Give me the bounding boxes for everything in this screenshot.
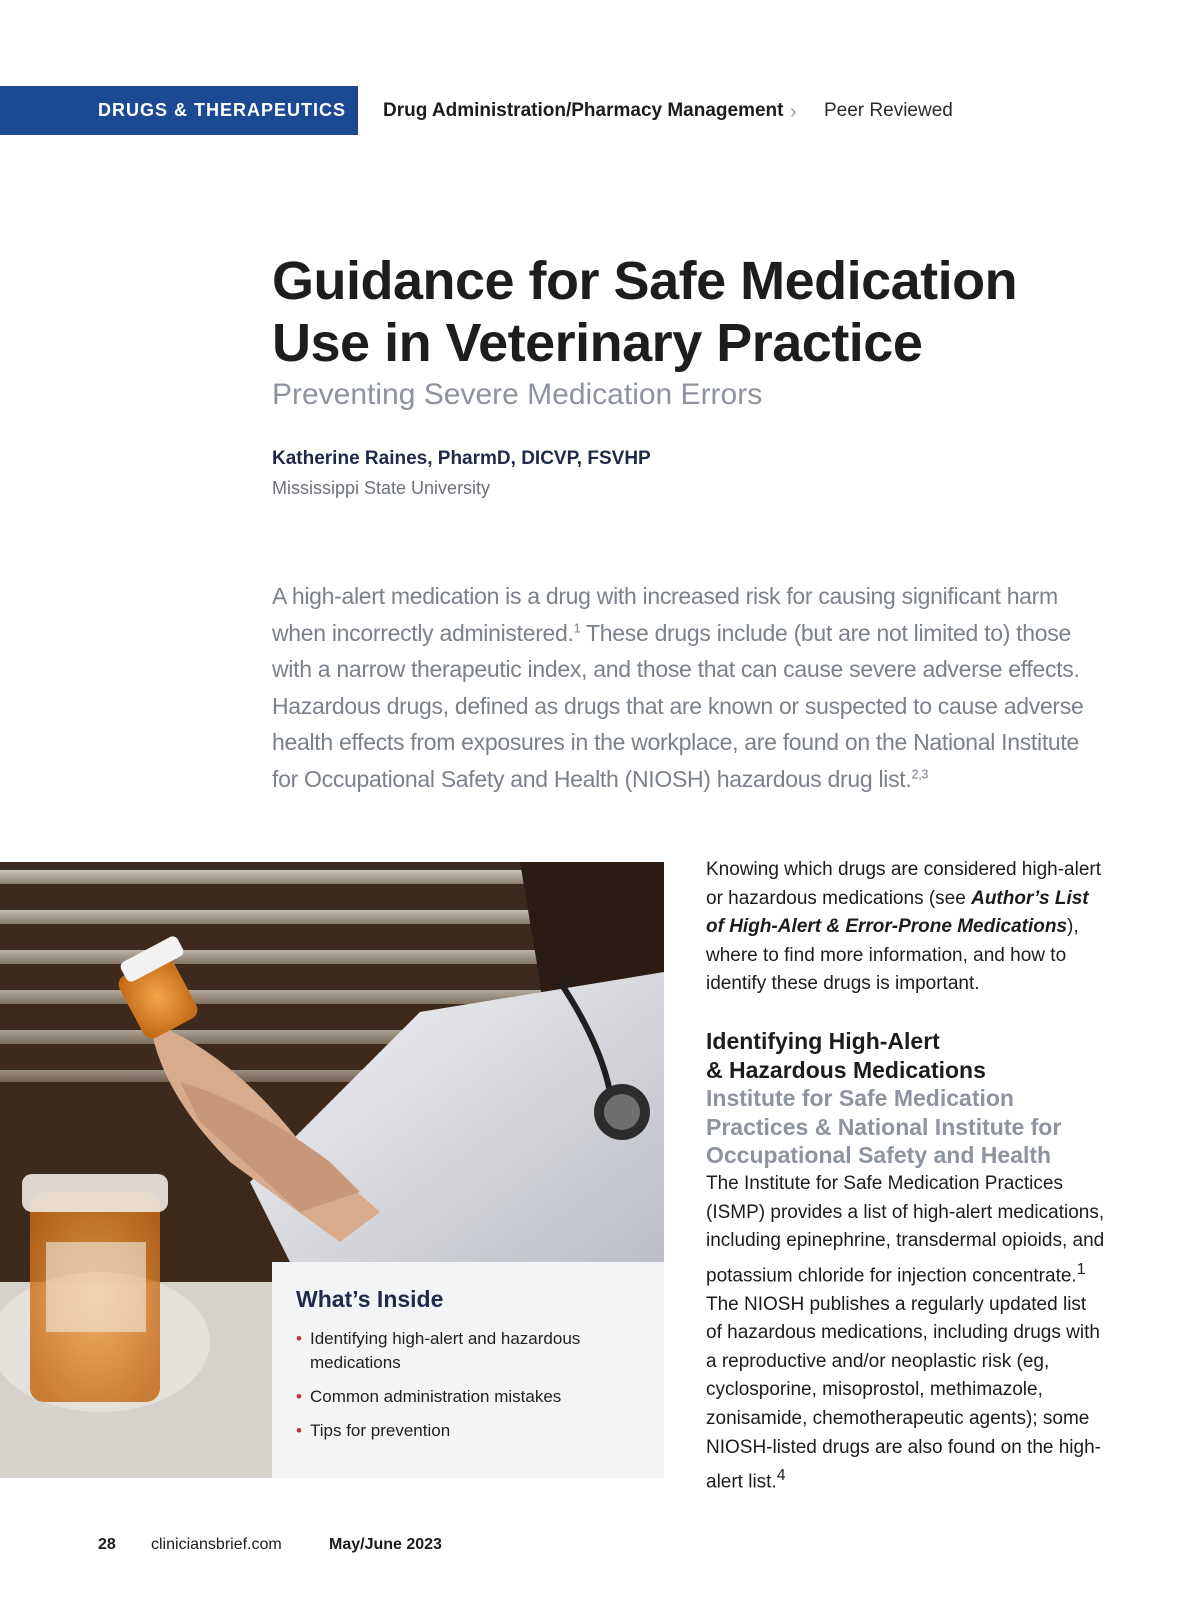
- author-name: Katherine Raines, PharmD, DICVP, FSVHP: [272, 448, 651, 469]
- title-line-1: Guidance for Safe Medication: [272, 251, 1018, 311]
- lede-text-1: A high-alert medication is a drug with increased risk for causing significant harm when incorrectly administered.: [272, 583, 1058, 646]
- section-heading-line-2: & Hazardous Medications: [706, 1056, 986, 1083]
- whats-inside-list: [296, 1327, 640, 1443]
- section-banner: [0, 86, 358, 135]
- body-text-1: The Institute for Safe Medication Practices (ISMP) provides a list of high-alert medications, including epinephrine, transdermal opioids, and potassium chloride for injection concentrate.: [706, 1172, 1105, 1287]
- section-label: DRUGS & THERAPEUTICS: [98, 100, 347, 120]
- list-item: • Common administration mistakes: [296, 1385, 600, 1409]
- list-item: • Identifying high-alert and hazardous medications: [296, 1327, 600, 1375]
- breadcrumb-review-status: Peer Reviewed: [824, 100, 953, 121]
- section-heading: [706, 1027, 1106, 1084]
- title-line-2: Use in Veterinary Practice: [272, 313, 923, 373]
- body-paragraph: [706, 1170, 1106, 1497]
- list-item: • Tips for prevention: [296, 1419, 600, 1443]
- footer-site: cliniciansbrief.com: [151, 1536, 282, 1553]
- reference-marker: 4: [776, 1467, 786, 1485]
- reference-marker: 1: [1076, 1260, 1086, 1278]
- chevron-right-icon: ›: [790, 101, 797, 123]
- whats-inside-box: [272, 1262, 664, 1478]
- page-number: 28: [98, 1536, 116, 1553]
- whats-inside-title: What’s Inside: [296, 1286, 444, 1312]
- lede-paragraph: [272, 578, 1102, 798]
- body-column: [706, 856, 1106, 1497]
- issue-date: May/June 2023: [329, 1536, 442, 1553]
- author-affiliation: Mississippi State University: [272, 478, 491, 498]
- body-text-2: The NIOSH publishes a regularly updated list of hazardous medications, including drugs with a reproductive and/or neoplastic risk (eg, cyclosporine, misoprostol, methimazole, zonisamide, chemotherapeutic agents); some NIOSH-listed drugs are also found on the high-alert list.: [706, 1293, 1101, 1493]
- intro-text-1: Knowing which drugs are considered high-alert or hazardous medications (see: [706, 859, 1102, 909]
- section-subheading: Institute for Safe Medication Practices & National Institute for Occupational Safety and Health: [706, 1085, 1062, 1169]
- reference-marker: 2,3: [911, 767, 929, 782]
- section-heading-line-1: Identifying High-Alert: [706, 1027, 940, 1054]
- article-title: [272, 250, 1092, 374]
- sidebar-reference-title: Author’s List of High-Alert & Error-Prone Medications: [706, 887, 1089, 938]
- article-subtitle: Preventing Severe Medication Errors: [272, 378, 763, 411]
- lede-text-2: These drugs include (but are not limited to) those with a narrow therapeutic index, and those that can cause severe adverse effects. Hazardous drugs, defined as drugs that are known or suspected to cause adverse health effects from exposures in the workplace, are found on the National Institute for Occupational Safety and Health (NIOSH) hazardous drug list.: [272, 619, 1084, 792]
- breadcrumb-category: Drug Administration/Pharmacy Management: [383, 100, 784, 121]
- reference-marker: 1: [573, 620, 581, 635]
- intro-text-2: ), where to find more information, and how to identify these drugs is important.: [706, 916, 1079, 995]
- intro-paragraph: [706, 856, 1106, 999]
